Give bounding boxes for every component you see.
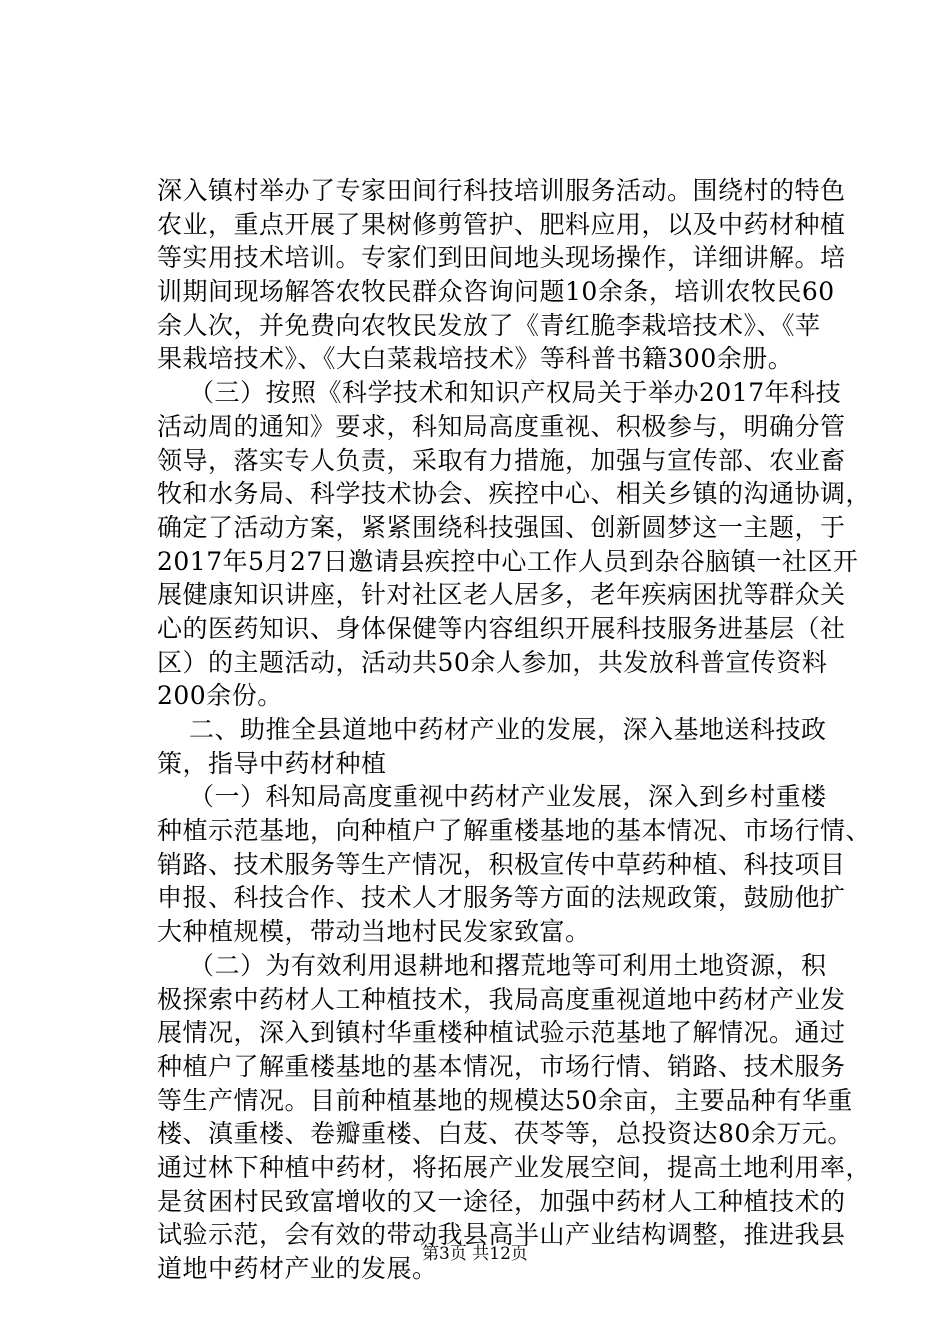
text-line: 区）的主题活动，活动共50余人参加，共发放科普宣传资料	[157, 647, 828, 677]
text-line: 训期间现场解答农牧民群众咨询问题10余条，培训农牧民60	[157, 277, 835, 307]
text-line: 展情况，深入到镇村华重楼种植试验示范基地了解情况。通过	[157, 1018, 846, 1048]
text-line: 等实用技术培训。专家们到田间地头现场操作，详细讲解。培	[157, 243, 846, 273]
section-heading-line: 二、助推全县道地中药材产业的发展，深入基地送科技政	[189, 715, 827, 744]
section-heading-line: 策，指导中药材种植	[157, 748, 387, 778]
paragraph-start-line: （三）按照《科学技术和知识产权局关于举办2017年科技	[189, 378, 842, 408]
text-line: 2017年5月27日邀请县疾控中心工作人员到杂谷脑镇一社区开	[157, 546, 859, 576]
text-line: 试验示范，会有效的带动我县高半山产业结构调整，推进我县	[157, 1220, 846, 1250]
document-body	[157, 174, 872, 1286]
text-line: 展健康知识讲座，针对社区老人居多，老年疾病困扰等群众关	[157, 580, 846, 610]
text-line: 余人次，并免费向农牧民发放了《青红脆李栽培技术》、《苹	[157, 310, 821, 340]
text-line: 是贫困村民致富增收的又一途径，加强中药材人工种植技术的	[157, 1186, 846, 1216]
text-line: 心的医药知识、身体保健等内容组织开展科技服务进基层（社	[157, 613, 846, 643]
text-line: 种植户了解重楼基地的基本情况，市场行情、销路、技术服务	[157, 1051, 846, 1081]
text-line: 销路、技术服务等生产情况，积极宣传中草药种植、科技项目	[157, 849, 846, 879]
text-line: 200余份。	[157, 681, 283, 711]
text-line: 大种植规模，带动当地村民发家致富。	[157, 917, 591, 947]
text-line: 深入镇村举办了专家田间行科技培训服务活动。围绕村的特色	[157, 176, 846, 205]
text-line: 等生产情况。目前种植基地的规模达50余亩，主要品种有华重	[157, 1085, 853, 1115]
paragraph-start-line: （一）科知局高度重视中药材产业发展，深入到乡村重楼	[189, 782, 827, 812]
page-footer	[0, 1242, 950, 1266]
text-line: 领导，落实专人负责，采取有力措施，加强与宣传部、农业畜	[157, 445, 846, 475]
text-line: 种植示范基地，向种植户了解重楼基地的基本情况、市场行情、	[157, 816, 872, 846]
text-line: 极探索中药材人工种植技术，我局高度重视道地中药材产业发	[157, 984, 846, 1014]
text-line: 通过林下种植中药材，将拓展产业发展空间，提高土地利用率，	[157, 1152, 872, 1182]
page-number-label: 第3页 共12页	[422, 1244, 528, 1264]
paragraph-start-line: （二）为有效利用退耕地和撂荒地等可利用土地资源，积	[189, 950, 827, 980]
text-line: 牧和水务局、科学技术协会、疾控中心、相关乡镇的沟通协调，	[157, 479, 872, 509]
text-line: 楼、滇重楼、卷瓣重楼、白芨、茯苓等，总投资达80余万元。	[157, 1119, 853, 1149]
text-line: 活动周的通知》要求，科知局高度重视、积极参与，明确分管	[157, 411, 846, 441]
text-line: 道地中药材产业的发展。	[157, 1254, 438, 1283]
text-line: 果栽培技术》、《大白菜栽培技术》等科普书籍300余册。	[157, 344, 794, 374]
text-line: 申报、科技合作、技术人才服务等方面的法规政策，鼓励他扩	[157, 883, 846, 913]
text-line: 农业，重点开展了果树修剪管护、肥料应用，以及中药材种植	[157, 209, 846, 239]
text-line: 确定了活动方案，紧紧围绕科技强国、创新圆梦这一主题，于	[157, 512, 846, 542]
